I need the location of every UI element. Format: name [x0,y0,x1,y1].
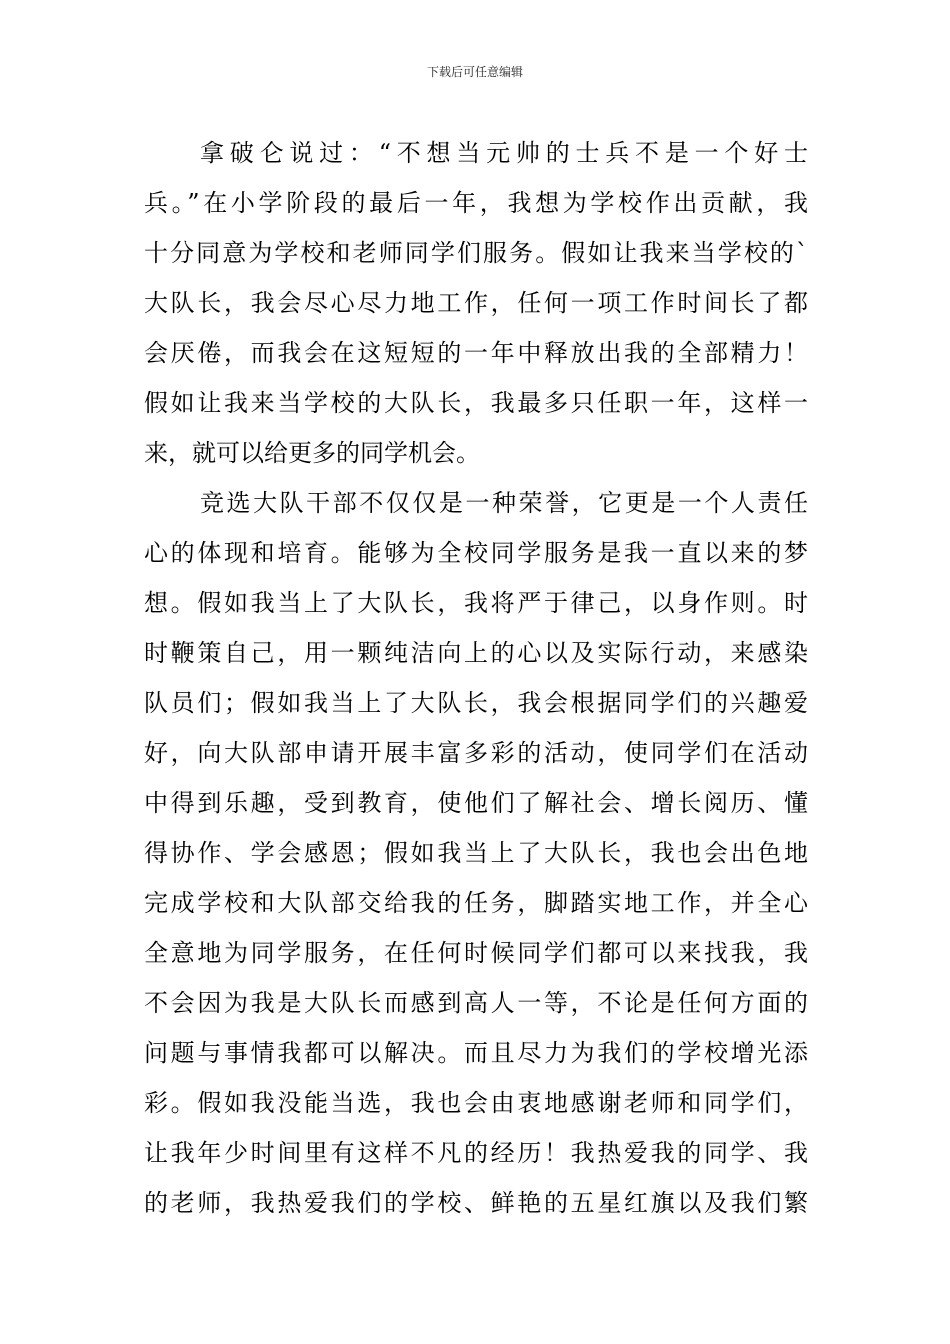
text-line: 好，向大队部申请开展丰富多彩的活动，使同学们在活动 [144,739,808,767]
text-line: 完成学校和大队部交给我的任务，脚踏实地工作，并全心 [144,889,808,917]
text-line: 队员们；假如我当上了大队长，我会根据同学们的兴趣爱 [144,689,808,717]
text-line: 兵。”在小学阶段的最后一年，我想为学校作出贡献，我 [144,189,808,217]
text-line: 得协作、学会感恩；假如我当上了大队长，我也会出色地 [144,839,808,867]
paragraph-2 [144,478,808,1278]
text-line: 竞选大队干部不仅仅是一种荣誉，它更是一个人责任 [200,489,808,517]
text-line: 十分同意为学校和老师同学们服务。假如让我来当学校的` [144,239,808,267]
document-body [144,128,808,1278]
text-line: 拿破仑说过：“不想当元帅的士兵不是一个好士 [200,139,808,167]
text-line: 问题与事情我都可以解决。而且尽力为我们的学校增光添 [144,1039,808,1067]
text-line: 中得到乐趣，受到教育，使他们了解社会、增长阅历、懂 [144,789,808,817]
paragraph-1 [144,128,808,478]
text-line: 假如让我来当学校的大队长，我最多只任职一年，这样一 [144,389,808,417]
text-line: 会厌倦，而我会在这短短的一年中释放出我的全部精力！ [144,339,808,367]
text-line: 彩。假如我没能当选，我也会由衷地感谢老师和同学们， [144,1089,808,1117]
text-line: 的老师，我热爱我们的学校、鲜艳的五星红旗以及我们繁 [144,1189,808,1217]
page-header [0,64,950,80]
header-text: 下载后可任意编辑 [426,65,523,79]
text-line: 想。假如我当上了大队长，我将严于律己，以身作则。时 [144,589,808,617]
text-line: 大队长，我会尽心尽力地工作，任何一项工作时间长了都 [144,289,808,317]
text-line: 让我年少时间里有这样不凡的经历！我热爱我的同学、我 [144,1139,808,1167]
text-line: 时鞭策自己，用一颗纯洁向上的心以及实际行动，来感染 [144,639,808,667]
text-line: 来，就可以给更多的同学机会。 [144,439,480,467]
text-line: 全意地为同学服务，在任何时候同学们都可以来找我，我 [144,939,808,967]
text-line [144,1228,808,1278]
text-line: 心的体现和培育。能够为全校同学服务是我一直以来的梦 [144,539,808,567]
text-line: 不会因为我是大队长而感到高人一等，不论是任何方面的 [144,989,808,1017]
